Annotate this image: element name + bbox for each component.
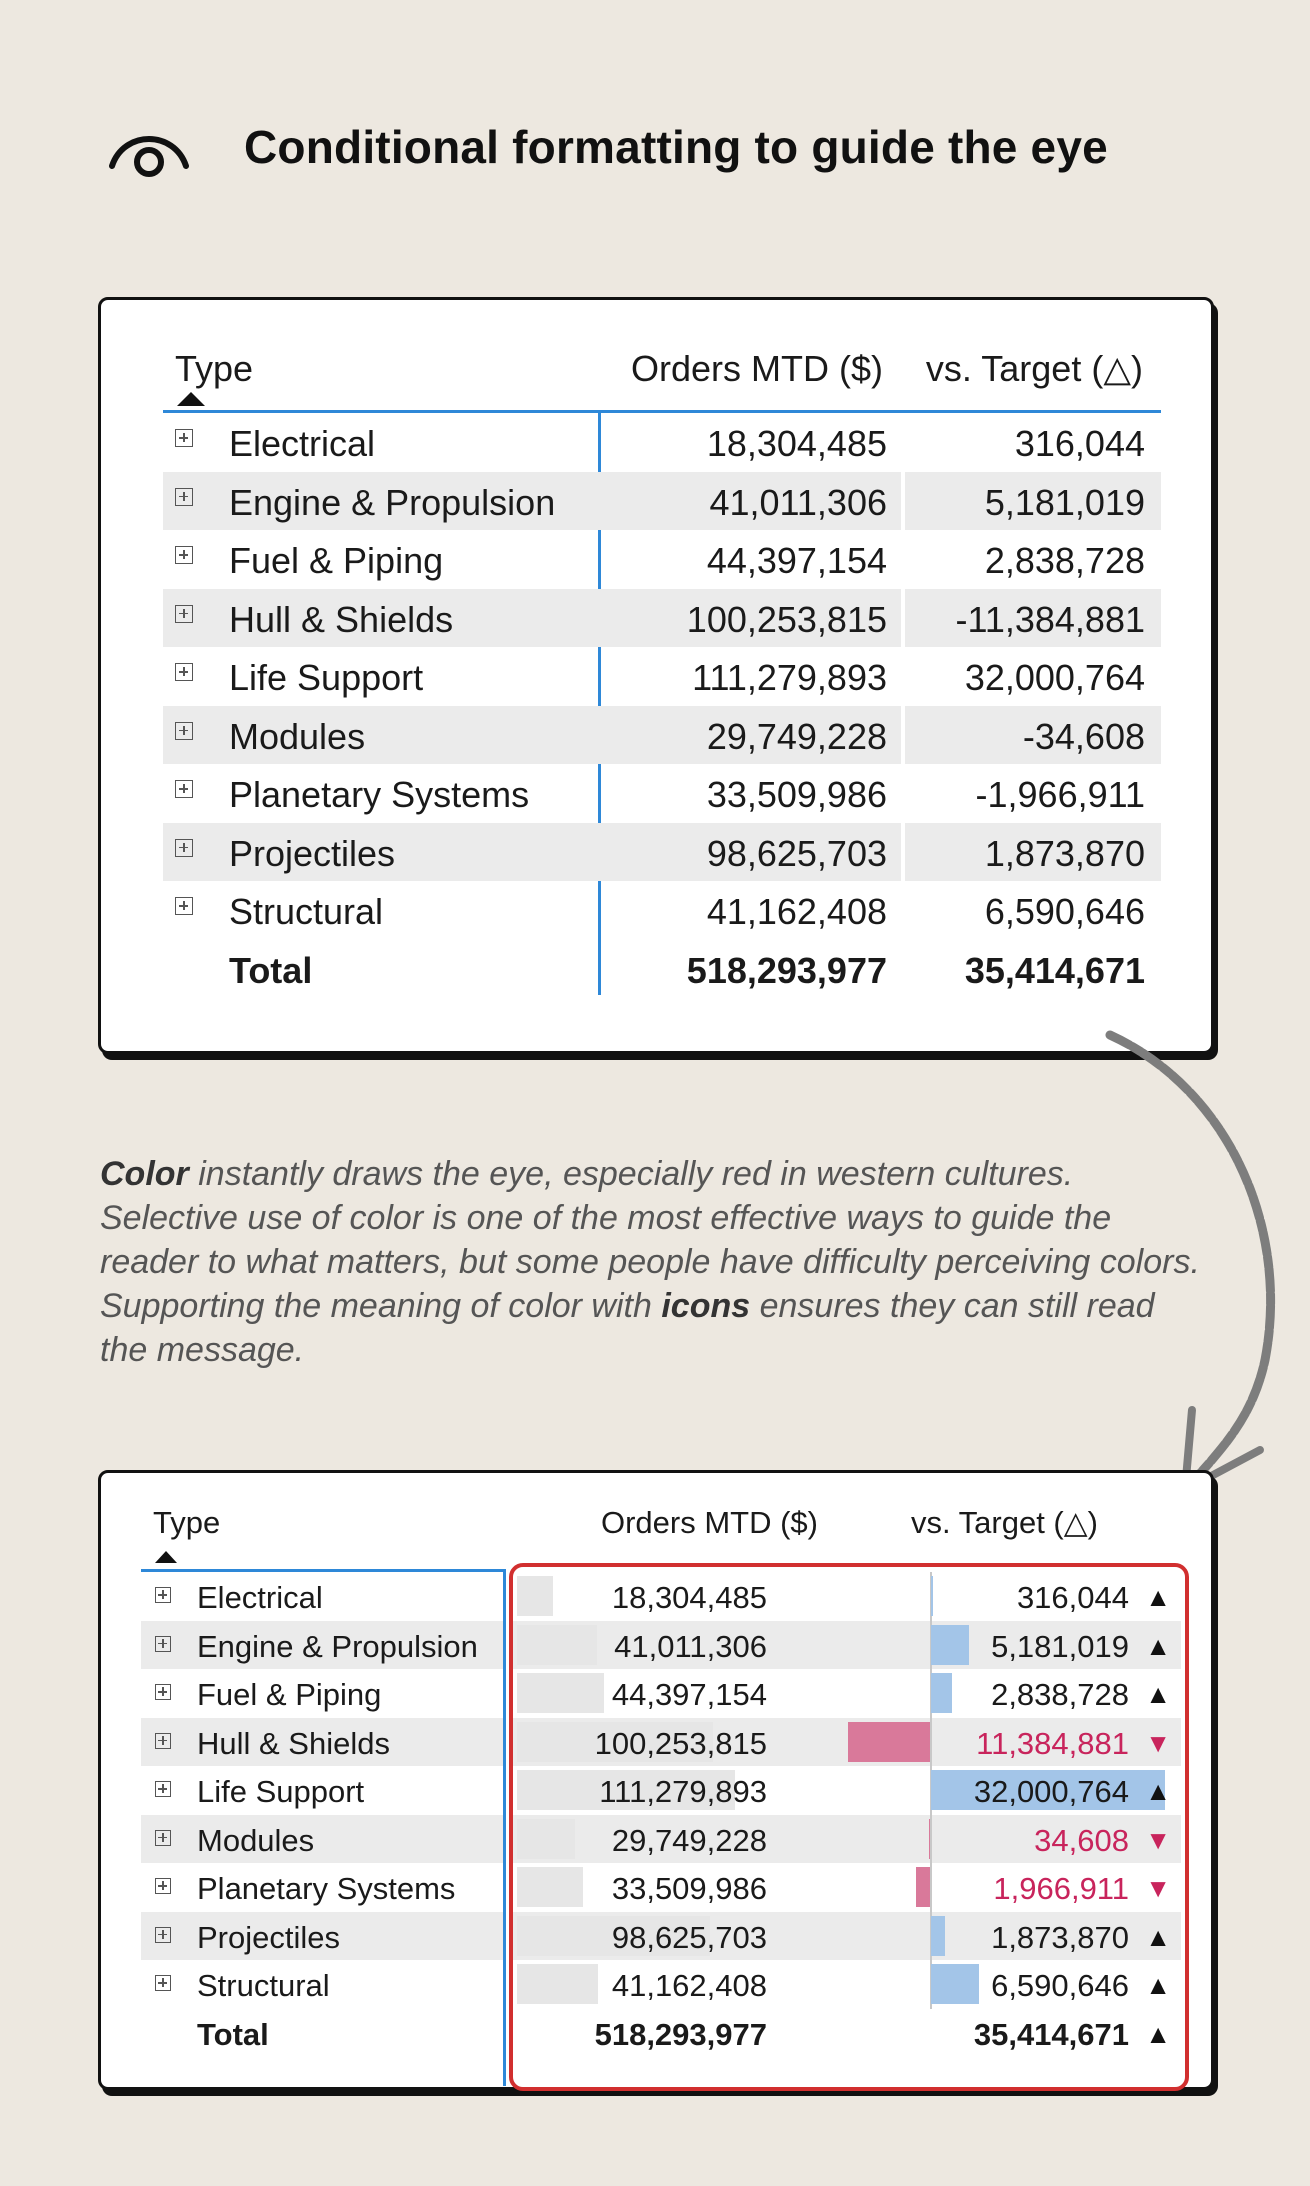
triangle-up-icon: ▲ <box>1145 1630 1171 1661</box>
column-header-type[interactable]: Type <box>153 1505 221 1540</box>
row-orders: 29,749,228 <box>611 1822 767 1858</box>
row-type: Hull & Shields <box>197 1725 390 1761</box>
row-orders: 44,397,154 <box>611 1677 767 1712</box>
total-vs-target: 35,414,671 <box>964 949 1145 991</box>
table-row[interactable] <box>163 706 1161 765</box>
row-vs-target: 2,838,728 <box>991 1677 1129 1712</box>
expand-plus-icon[interactable] <box>155 1878 171 1894</box>
row-vs-target: 1,966,911 <box>993 1871 1129 1906</box>
row-vs-target: 5,181,019 <box>984 481 1145 523</box>
triangle-up-icon: ▲ <box>1145 1921 1171 1952</box>
sort-ascending-icon[interactable] <box>177 392 205 406</box>
row-vs-target: -11,384,881 <box>955 598 1145 640</box>
row-type: Life Support <box>229 657 424 698</box>
column-header-vs-target[interactable]: vs. Target (△) <box>925 348 1143 389</box>
row-orders: 18,304,485 <box>611 1580 767 1615</box>
curved-arrow-icon <box>1080 1030 1310 1520</box>
row-type: Fuel & Piping <box>229 540 444 581</box>
row-vs-target: 34,608 <box>1034 1822 1129 1858</box>
triangle-up-icon: ▲ <box>1145 1970 1171 2000</box>
row-vs-target: 2,838,728 <box>984 540 1145 581</box>
expand-plus-icon[interactable] <box>155 1587 171 1603</box>
row-type: Electrical <box>229 423 376 464</box>
row-orders: 111,279,893 <box>599 1774 767 1809</box>
total-label: Total <box>229 949 313 991</box>
column-header-type[interactable]: Type <box>175 348 254 389</box>
table-row[interactable] <box>163 881 1161 940</box>
formatted-table-card <box>98 1470 1214 2090</box>
row-orders: 100,253,815 <box>686 598 887 640</box>
expand-plus-icon[interactable] <box>175 546 193 564</box>
row-vs-target: 6,590,646 <box>984 891 1145 932</box>
row-vs-target: 316,044 <box>1014 423 1145 464</box>
table-row[interactable] <box>163 413 1161 472</box>
row-background <box>141 1815 503 1864</box>
row-type: Structural <box>229 891 384 932</box>
row-orders: 29,749,228 <box>706 715 887 757</box>
row-type: Projectiles <box>229 832 396 874</box>
total-row <box>163 940 1161 999</box>
explanation-paragraph <box>100 1152 1210 1372</box>
formatted-table <box>141 1503 1181 2057</box>
row-orders: 33,509,986 <box>611 1871 767 1906</box>
expand-plus-icon[interactable] <box>175 780 193 798</box>
expand-plus-icon[interactable] <box>155 1636 171 1652</box>
expand-plus-icon[interactable] <box>175 897 193 915</box>
sort-ascending-icon[interactable] <box>155 1551 177 1563</box>
row-orders: 41,011,306 <box>614 1628 767 1664</box>
table-row[interactable] <box>163 823 1161 882</box>
expand-plus-icon[interactable] <box>155 1781 171 1797</box>
expand-plus-icon[interactable] <box>175 722 193 740</box>
row-type: Hull & Shields <box>229 598 454 640</box>
row-type: Life Support <box>197 1774 365 1809</box>
column-header-vs-target[interactable]: vs. Target (△) <box>911 1505 1098 1540</box>
highlight-box <box>509 1563 1189 2091</box>
row-vs-target: 6,590,646 <box>991 1968 1129 2003</box>
table-row[interactable] <box>163 589 1161 648</box>
plain-table <box>163 340 1161 998</box>
table-row[interactable] <box>163 472 1161 531</box>
row-orders: 44,397,154 <box>706 540 887 581</box>
row-vs-target: 5,181,019 <box>991 1628 1129 1664</box>
row-type: Modules <box>229 715 366 757</box>
expand-plus-icon[interactable] <box>155 1684 171 1700</box>
row-type: Planetary Systems <box>197 1871 456 1906</box>
expand-plus-icon[interactable] <box>175 488 193 506</box>
triangle-down-icon: ▼ <box>1145 1824 1171 1855</box>
row-type: Modules <box>197 1822 315 1858</box>
cell-gap <box>901 706 905 765</box>
cell-gap <box>901 823 905 882</box>
expand-plus-icon[interactable] <box>155 1830 171 1846</box>
table-header <box>141 1503 1098 1572</box>
row-type: Engine & Propulsion <box>229 481 556 523</box>
total-orders: 518,293,977 <box>686 949 887 991</box>
row-type: Engine & Propulsion <box>197 1628 478 1664</box>
total-orders: 518,293,977 <box>594 2016 767 2052</box>
row-orders: 98,625,703 <box>706 832 887 874</box>
row-type: Electrical <box>197 1580 323 1615</box>
triangle-down-icon: ▼ <box>1145 1727 1171 1758</box>
row-orders: 41,162,408 <box>611 1968 767 2003</box>
table-row[interactable] <box>163 530 1161 589</box>
triangle-up-icon: ▲ <box>1145 1582 1171 1612</box>
row-orders: 33,509,986 <box>706 774 887 815</box>
expand-plus-icon[interactable] <box>175 839 193 857</box>
expand-plus-icon[interactable] <box>155 1733 171 1749</box>
column-header-orders[interactable]: Orders MTD ($) <box>601 1505 818 1540</box>
row-orders: 41,011,306 <box>709 481 887 523</box>
column-header-orders[interactable]: Orders MTD ($) <box>631 348 883 389</box>
expand-plus-icon[interactable] <box>175 605 193 623</box>
row-vs-target: -34,608 <box>1022 715 1145 757</box>
row-vs-target: 316,044 <box>1016 1580 1129 1615</box>
row-vs-target: 1,873,870 <box>984 832 1145 874</box>
row-vs-target: 1,873,870 <box>991 1919 1129 1955</box>
row-orders: 100,253,815 <box>594 1725 767 1761</box>
row-type: Structural <box>197 1968 330 2003</box>
expand-plus-icon[interactable] <box>155 1975 171 1991</box>
plain-table-card <box>98 297 1214 1054</box>
total-vs-target: 35,414,671 <box>973 2016 1129 2052</box>
paragraph-text-1: instantly draws the eye, especially red in western cultures. Selective use of color is one of the most effective ways to guide the reader to what matters, but some people have difficulty perceiving colors. Supporting the meaning of color with <box>100 1155 1200 1325</box>
total-label: Total <box>197 2016 269 2052</box>
row-type: Projectiles <box>197 1919 340 1955</box>
triangle-down-icon: ▼ <box>1145 1873 1171 1903</box>
row-orders: 111,279,893 <box>692 657 887 698</box>
triangle-up-icon: ▲ <box>1145 2018 1171 2049</box>
expand-plus-icon[interactable] <box>155 1927 171 1943</box>
emphasis-color: Color <box>100 1155 189 1193</box>
row-orders: 18,304,485 <box>706 423 887 464</box>
row-vs-target: 32,000,764 <box>964 657 1145 698</box>
triangle-up-icon: ▲ <box>1145 1679 1171 1709</box>
eye-icon <box>108 124 190 180</box>
table-row[interactable] <box>163 764 1161 823</box>
expand-plus-icon[interactable] <box>175 663 193 681</box>
row-vs-target: 32,000,764 <box>973 1774 1129 1809</box>
row-vs-target: 11,384,881 <box>976 1725 1129 1761</box>
cell-gap <box>901 589 905 648</box>
page-title: Conditional formatting to guide the eye <box>244 121 1108 173</box>
column-divider <box>503 1569 506 2086</box>
row-vs-target: -1,966,911 <box>975 774 1145 815</box>
triangle-up-icon: ▲ <box>1145 1776 1171 1806</box>
row-orders: 98,625,703 <box>611 1919 767 1955</box>
row-orders: 41,162,408 <box>706 891 887 932</box>
cell-gap <box>901 472 905 531</box>
row-type: Planetary Systems <box>229 774 530 815</box>
emphasis-icons: icons <box>661 1287 751 1325</box>
row-type: Fuel & Piping <box>197 1677 382 1712</box>
table-body <box>163 413 1161 940</box>
table-header <box>163 340 1161 413</box>
paragraph-text-2: ensures they can still read the message. <box>100 1287 1155 1369</box>
expand-plus-icon[interactable] <box>175 429 193 447</box>
table-row[interactable] <box>163 647 1161 706</box>
